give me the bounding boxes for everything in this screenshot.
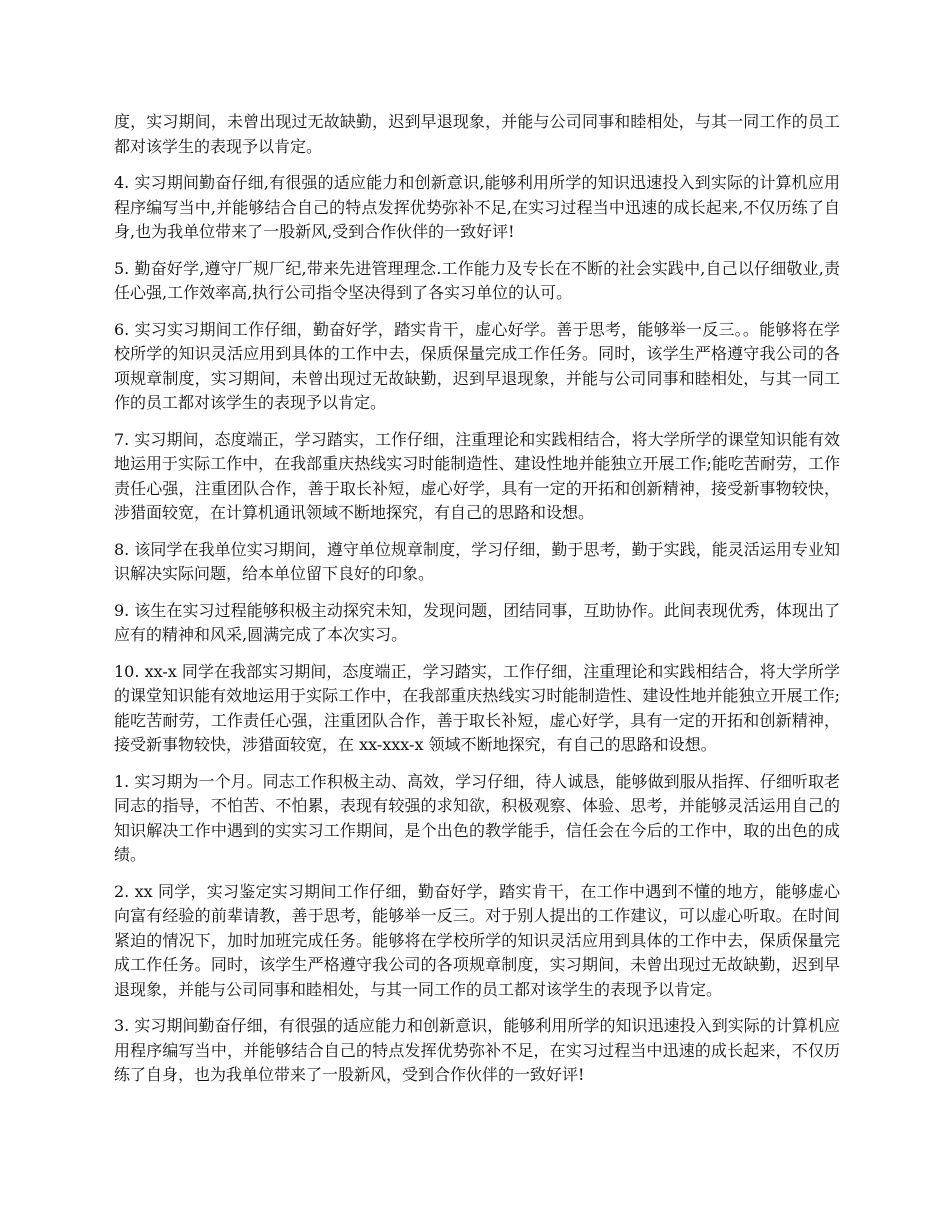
document-body xyxy=(114,110,840,1100)
paragraph-item-7: 7. 实习期间，态度端正，学习踏实，工作仔细，注重理论和实践相结合，将大学所学的课堂知识能有效地运用于实际工作中，在我部重庆热线实习时能制造性、建设性地并能独立开展工作;能吃苦耐劳，工作责任心强，注重团队合作，善于取长补短，虚心好学，具有一定的开拓和创新精神，接受新事物较快，涉猎面较宽，在计算机通讯领域不断地探究，有自己的思路和设想。 xyxy=(114,429,840,522)
paragraph-item-2: 2. xx 同学，实习鉴定实习期间工作仔细，勤奋好学，踏实肯干，在工作中遇到不懂的地方，能够虚心向富有经验的前辈请教，善于思考，能够举一反三。对于别人提出的工作建议，可以虚心听取。在时间紧迫的情况下，加时加班完成任务。能够将在学校所学的知识灵活应用到具体的工作中去，保质保量完成工作任务。同时，该学生严格遵守我公司的各项规章制度，实习期间，未曾出现过无故缺勤，迟到早退现象，并能与公司同事和睦相处，与其一同工作的员工都对该学生的表现予以肯定。 xyxy=(114,881,840,999)
paragraph-item-5: 5. 勤奋好学,遵守厂规厂纪,带来先进管理理念.工作能力及专长在不断的社会实践中,自己以仔细敬业,责任心强,工作效率高,执行公司指令坚决得到了各实习单位的认可。 xyxy=(114,258,840,302)
paragraph-continuation: 度，实习期间，未曾出现过无故缺勤，迟到早退现象，并能与公司同事和睦相处，与其一同工作的员工都对该学生的表现予以肯定。 xyxy=(114,112,840,156)
paragraph-item-6: 6. 实习实习期间工作仔细，勤奋好学，踏实肯干，虚心好学。善于思考，能够举一反三。。能够将在学校所学的知识灵活应用到具体的工作中去，保质保量完成工作任务。同时，该学生严格遵守我公司的各项规章制度，实习期间，未曾出现过无故缺勤，迟到早退现象，并能与公司同事和睦相处，与其一同工作的员工都对该学生的表现予以肯定。 xyxy=(114,319,840,412)
paragraph-item-1: 1. 实习期为一个月。同志工作积极主动、高效，学习仔细，待人诚恳，能够做到服从指挥、仔细听取老同志的指导，不怕苦、不怕累，表现有较强的求知欲，积极观察、体验、思考，并能够灵活运用自己的知识解决工作中遇到的实实习工作期间，是个出色的教学能手，信任会在今后的工作中，取的出色的成绩。 xyxy=(114,771,840,864)
paragraph-item-10: 10. xx-x 同学在我部实习期间，态度端正，学习踏实，工作仔细，注重理论和实践相结合，将大学所学的课堂知识能有效地运用于实际工作中，在我部重庆热线实习时能制造性、建设性地并能独立开展工作;能吃苦耐劳，工作责任心强，注重团队合作，善于取长补短，虚心好学，具有一定的开拓和创新精神，接受新事物较快，涉猎面较宽，在 xx-xxx-x 领域不断地探究，有自己的思路和设想。 xyxy=(114,661,840,754)
paragraph-item-3: 3. 实习期间勤奋仔细，有很强的适应能力和创新意识，能够利用所学的知识迅速投入到实际的计算机应用程序编写当中，并能够结合自己的特点发挥优势弥补不足，在实习过程当中迅速的成长起来，不仅历练了自身，也为我单位带来了一股新风，受到合作伙伴的一致好评! xyxy=(114,1016,840,1084)
paragraph-item-4: 4. 实习期间勤奋仔细,有很强的适应能力和创新意识,能够利用所学的知识迅速投入到实际的计算机应用程序编写当中,并能够结合自己的特点发挥优势弥补不足,在实习过程当中迅速的成长起来,不仅历练了自身,也为我单位带来了一股新风,受到合作伙伴的一致好评! xyxy=(114,173,840,241)
paragraph-item-8: 8. 该同学在我单位实习期间，遵守单位规章制度，学习仔细，勤于思考，勤于实践，能灵活运用专业知识解决实际问题，给本单位留下良好的印象。 xyxy=(114,539,840,583)
paragraph-item-9: 9. 该生在实习过程能够积极主动探究未知，发现问题，团结同事，互助协作。此间表现优秀，体现出了应有的精神和风采,圆满完成了本次实习。 xyxy=(114,600,840,644)
